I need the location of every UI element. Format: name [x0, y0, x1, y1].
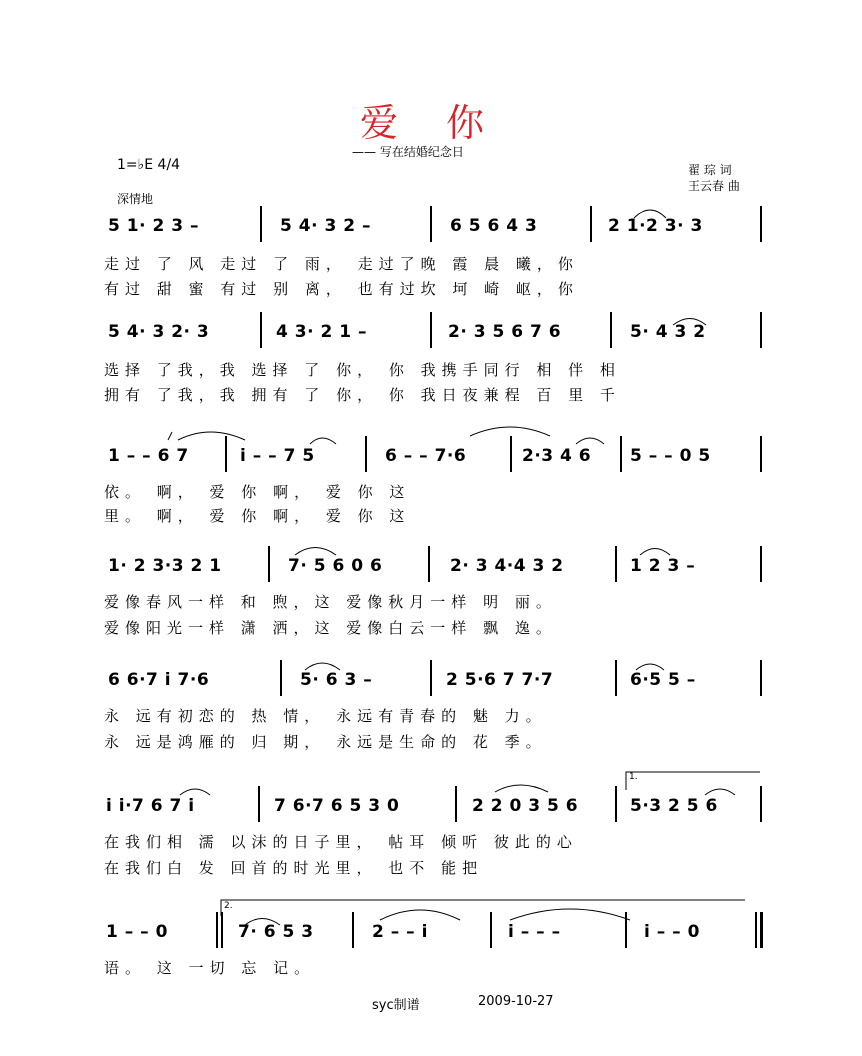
measure: 1 2 3 –: [630, 556, 696, 576]
measure: 6 5 6 4 3: [450, 216, 538, 236]
measure: 6 – – 7·6: [385, 446, 467, 466]
measure: 1· 2 3·3 2 1: [108, 556, 222, 576]
measure: 2 2 0 3 5 6: [472, 796, 579, 816]
measure: 5·3 2 5 6: [630, 796, 718, 816]
lyric-verse-1: 在我们相 濡 以沫的日子里， 帖耳 倾听 彼此的心: [104, 833, 578, 851]
measure: 2 5·6 7 7·7: [446, 670, 554, 690]
lyric-verse-2: 在我们白 发 回首的时光里， 也不 能把: [104, 859, 484, 877]
song-title: 爱 你: [359, 101, 503, 145]
measure: 2 1·2 3· 3: [608, 216, 703, 236]
measure: 2· 3 4·4 3 2: [450, 556, 564, 576]
lyric-verse-1: 依。 啊， 爱 你 啊， 爱 你 这: [104, 483, 411, 501]
song-subtitle: —— 写在结婚纪念日: [352, 145, 464, 159]
measure: 5· 6 3 –: [300, 670, 373, 690]
measure: 2 – – i: [372, 922, 428, 942]
lyric-verse-2: 里。 啊， 爱 你 啊， 爱 你 这: [104, 507, 411, 525]
measure: 5 – – 0 5: [630, 446, 711, 466]
measure: i – – 0: [644, 922, 700, 942]
measure: 6·5 5 –: [630, 670, 696, 690]
volta-1: 1.: [629, 772, 638, 782]
measure: 5· 4 3 2: [630, 322, 706, 342]
measure: i – – 7 5: [240, 446, 315, 466]
measure: 1 – – 0: [106, 922, 168, 942]
measure: i – – –: [508, 922, 561, 942]
footer-credit: syc制谱: [372, 998, 420, 1013]
lyric-verse-1: 选择 了我，我 选择 了 你， 你 我携手同行 相 伴 相: [104, 361, 621, 379]
measure: i i·7 6 7 i: [106, 796, 195, 816]
measure: 5 1· 2 3 –: [108, 216, 199, 236]
measure: 7 6·7 6 5 3 0: [274, 796, 400, 816]
measure: 5 4· 3 2· 3: [108, 322, 210, 342]
lyric-verse-1: 永 远有初恋的 热 情， 永远有青春的 魅 力。: [104, 707, 547, 725]
lyric-verse-1: 走过 了 风 走过 了 雨， 走过了晚 霞 晨 曦，你: [104, 255, 579, 273]
lyricist-credit: 翟 琮 词: [688, 163, 732, 177]
measure: 7· 5 6 0 6: [288, 556, 383, 576]
lyric-verse-2: 爱像阳光一样 潇 洒，这 爱像白云一样 飘 逸。: [104, 619, 557, 637]
lyric-verse-1: 语。 这 一切 忘 记。: [104, 959, 316, 977]
measure: 7· 6 5 3: [238, 922, 314, 942]
lyric-verse-2: 拥有 了我，我 拥有 了 你， 你 我日夜兼程 百 里 千: [104, 386, 621, 404]
measure: 4 3· 2 1 –: [276, 322, 367, 342]
measure: 5 4· 3 2 –: [280, 216, 371, 236]
tempo-marking: 深情地: [117, 192, 154, 206]
measure: 2· 3 5 6 7 6: [448, 322, 562, 342]
lyric-verse-1: 爱像春风一样 和 煦，这 爱像秋月一样 明 丽。: [104, 593, 557, 611]
lyric-verse-2: 有过 甜 蜜 有过 别 离， 也有过坎 坷 崎 岖，你: [104, 280, 579, 298]
measure: 2·3 4 6: [522, 446, 592, 466]
lyric-verse-2: 永 远是鸿雁的 归 期， 永远是生命的 花 季。: [104, 733, 547, 751]
composer-credit: 王云春 曲: [688, 179, 740, 193]
volta-2: 2.: [224, 901, 233, 911]
measure: 1 – – 6 7: [108, 446, 189, 466]
key-signature: 1=♭E 4/4: [117, 157, 181, 173]
measure: 6 6·7 i 7·6: [108, 670, 210, 690]
footer-date: 2009-10-27: [478, 994, 554, 1009]
